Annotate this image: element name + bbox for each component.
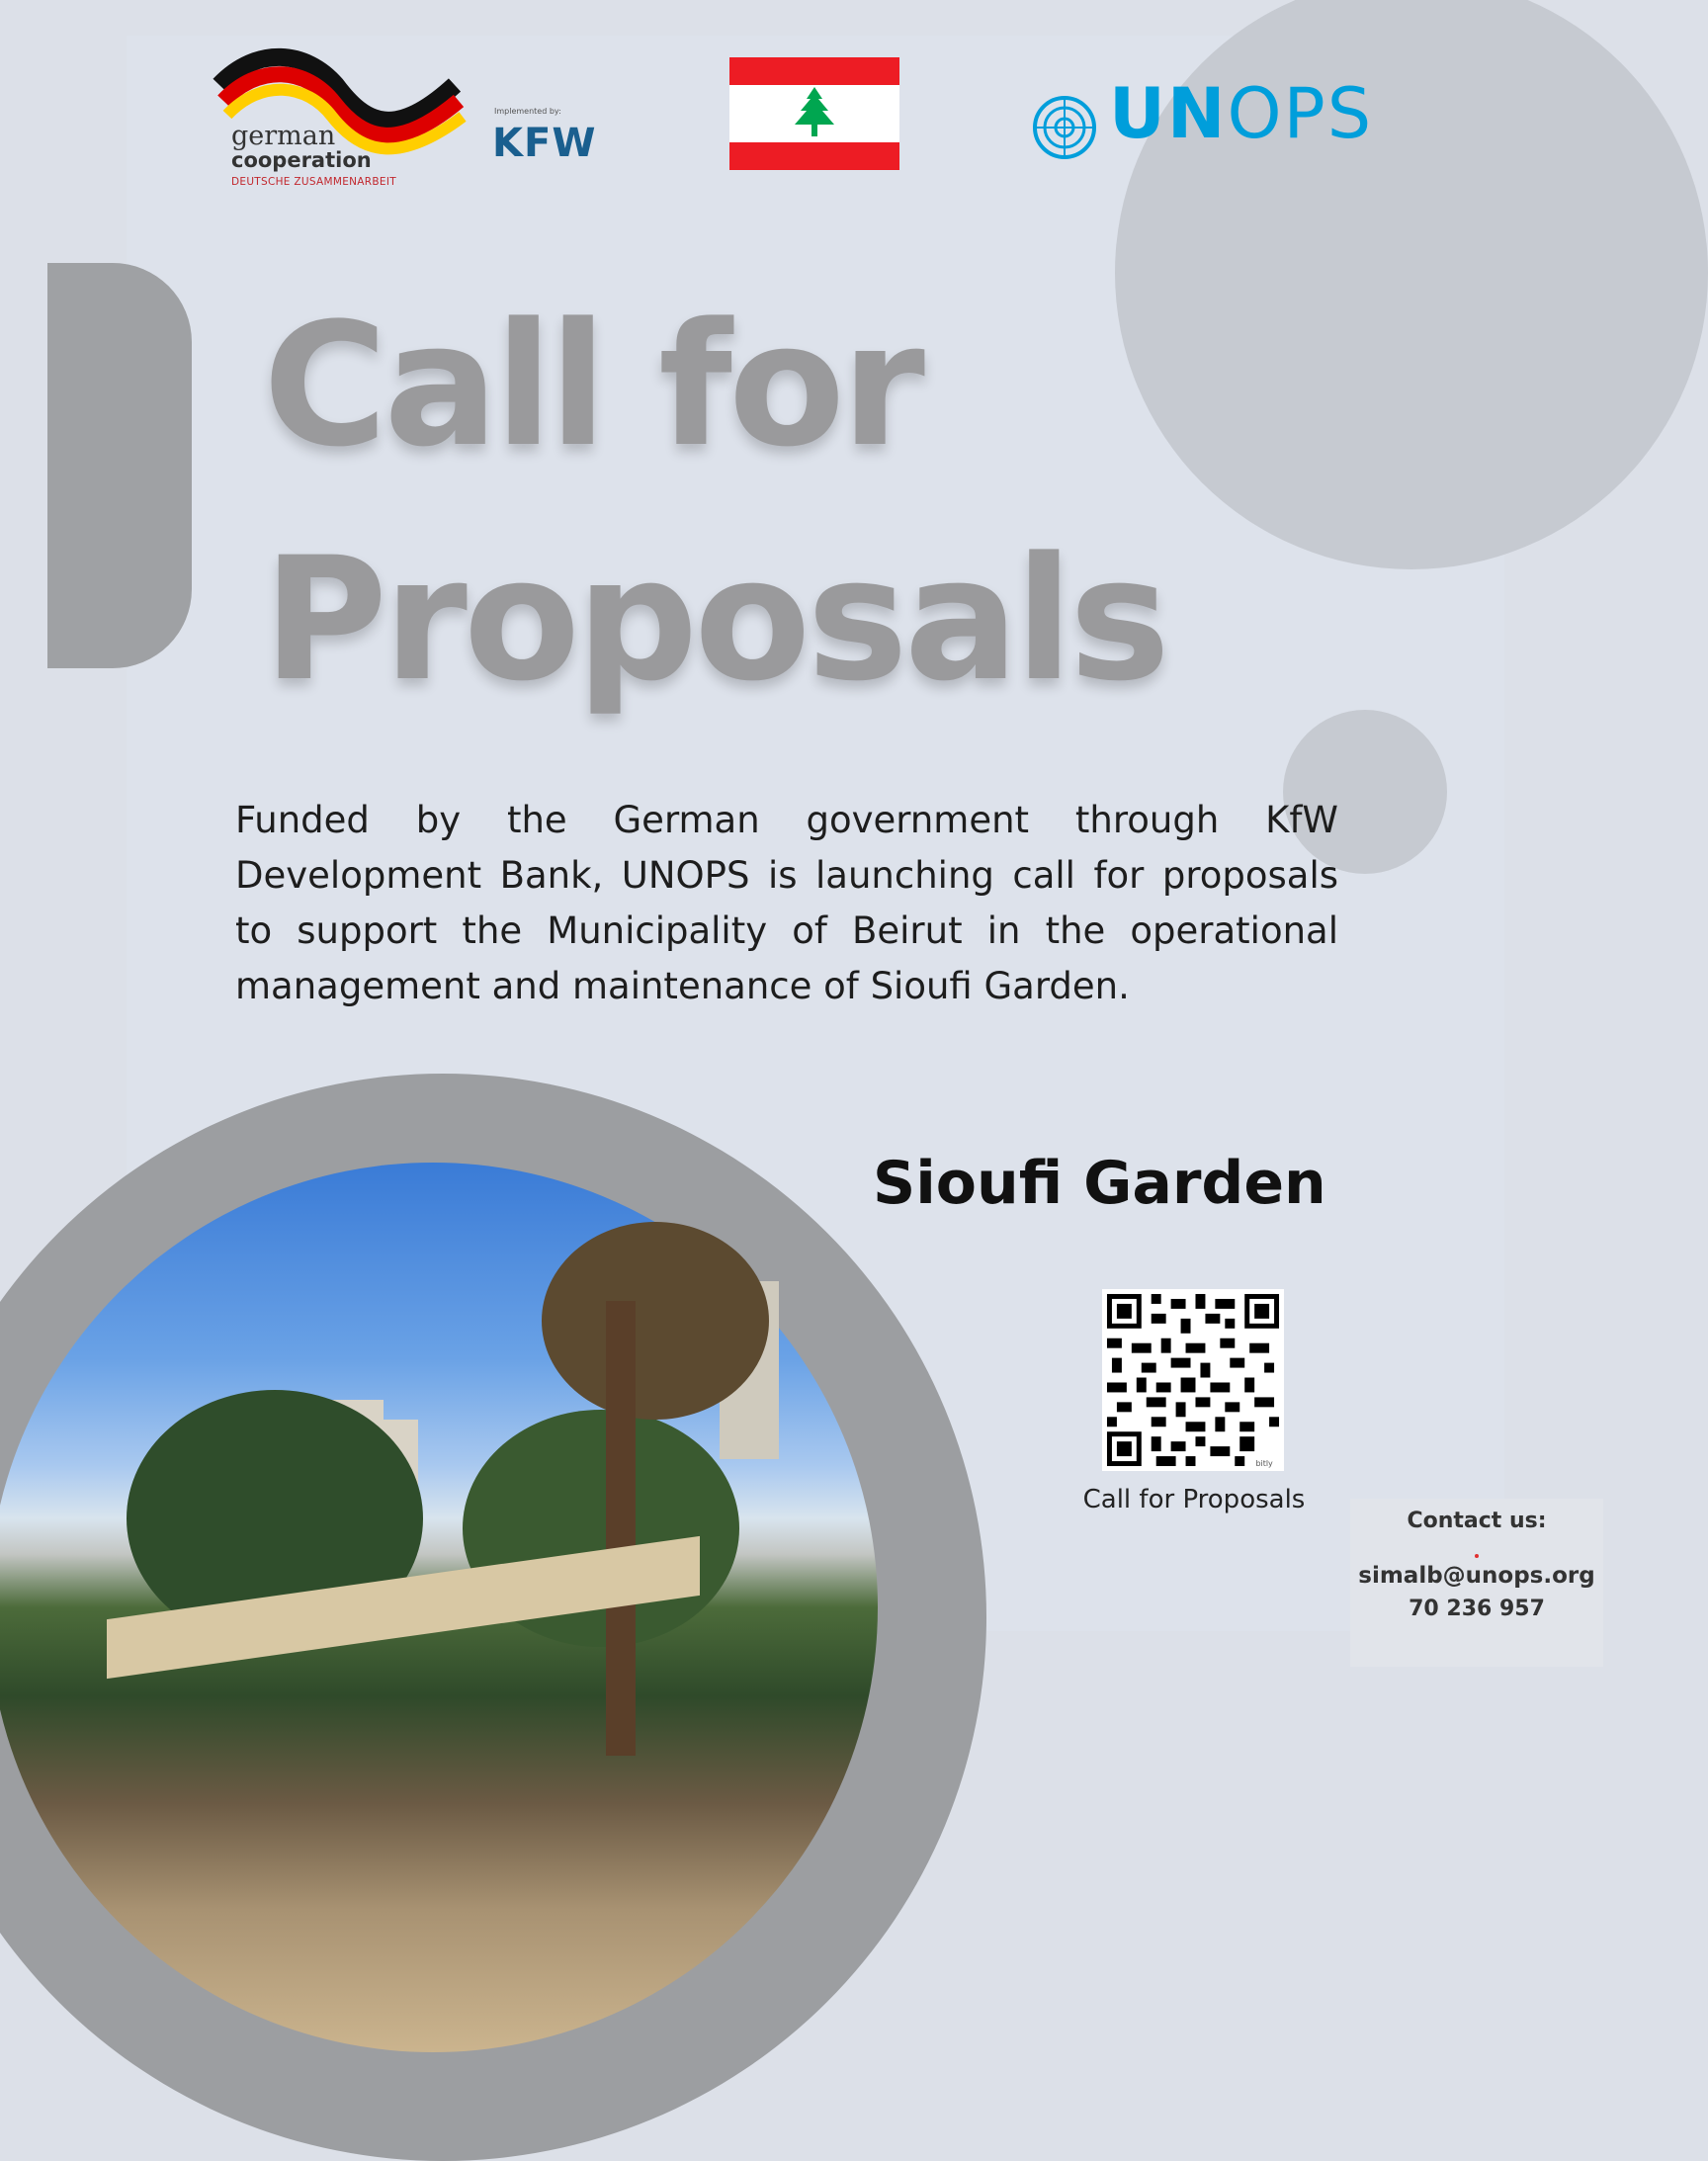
unops-logo-rest: OPS <box>1227 73 1374 154</box>
german-logo-line1: german <box>231 121 336 151</box>
title-line2: Proposals <box>263 520 1167 719</box>
sioufi-garden-photo <box>0 1163 878 2052</box>
german-logo-line2: cooperation <box>231 148 372 172</box>
contact-phone[interactable]: 70 236 957 <box>1409 1597 1545 1621</box>
qr-brand-label: bitly <box>1255 1459 1273 1469</box>
implemented-by-label: Implemented by: <box>494 107 561 116</box>
qr-code[interactable] <box>1102 1289 1284 1471</box>
german-logo-line3: DEUTSCHE ZUSAMMENARBEIT <box>231 176 396 188</box>
unops-logo-bold: UN <box>1109 73 1228 154</box>
un-emblem-icon <box>1030 93 1099 162</box>
red-dot <box>1475 1554 1479 1558</box>
contact-label: Contact us: <box>1407 1509 1547 1533</box>
lebanon-flag-icon <box>729 57 899 170</box>
description-text: Funded by the German government through KfW Development Bank, UNOPS is launching call for proposals to support the Municipality of Beirut in the operational management and maintenance of Sioufi Garden. <box>235 799 1338 1007</box>
garden-title: Sioufi Garden <box>873 1149 1326 1218</box>
kfw-logo: KFW <box>492 121 597 166</box>
contact-box <box>1350 1499 1603 1667</box>
unops-logo-text <box>1109 73 1374 154</box>
decorative-pill <box>47 263 192 668</box>
contact-email[interactable]: simalb@unops.org <box>1358 1563 1595 1589</box>
poster <box>127 36 1595 1631</box>
qr-caption: Call for Proposals <box>1082 1485 1306 1514</box>
title-line1: Call for <box>263 286 921 484</box>
